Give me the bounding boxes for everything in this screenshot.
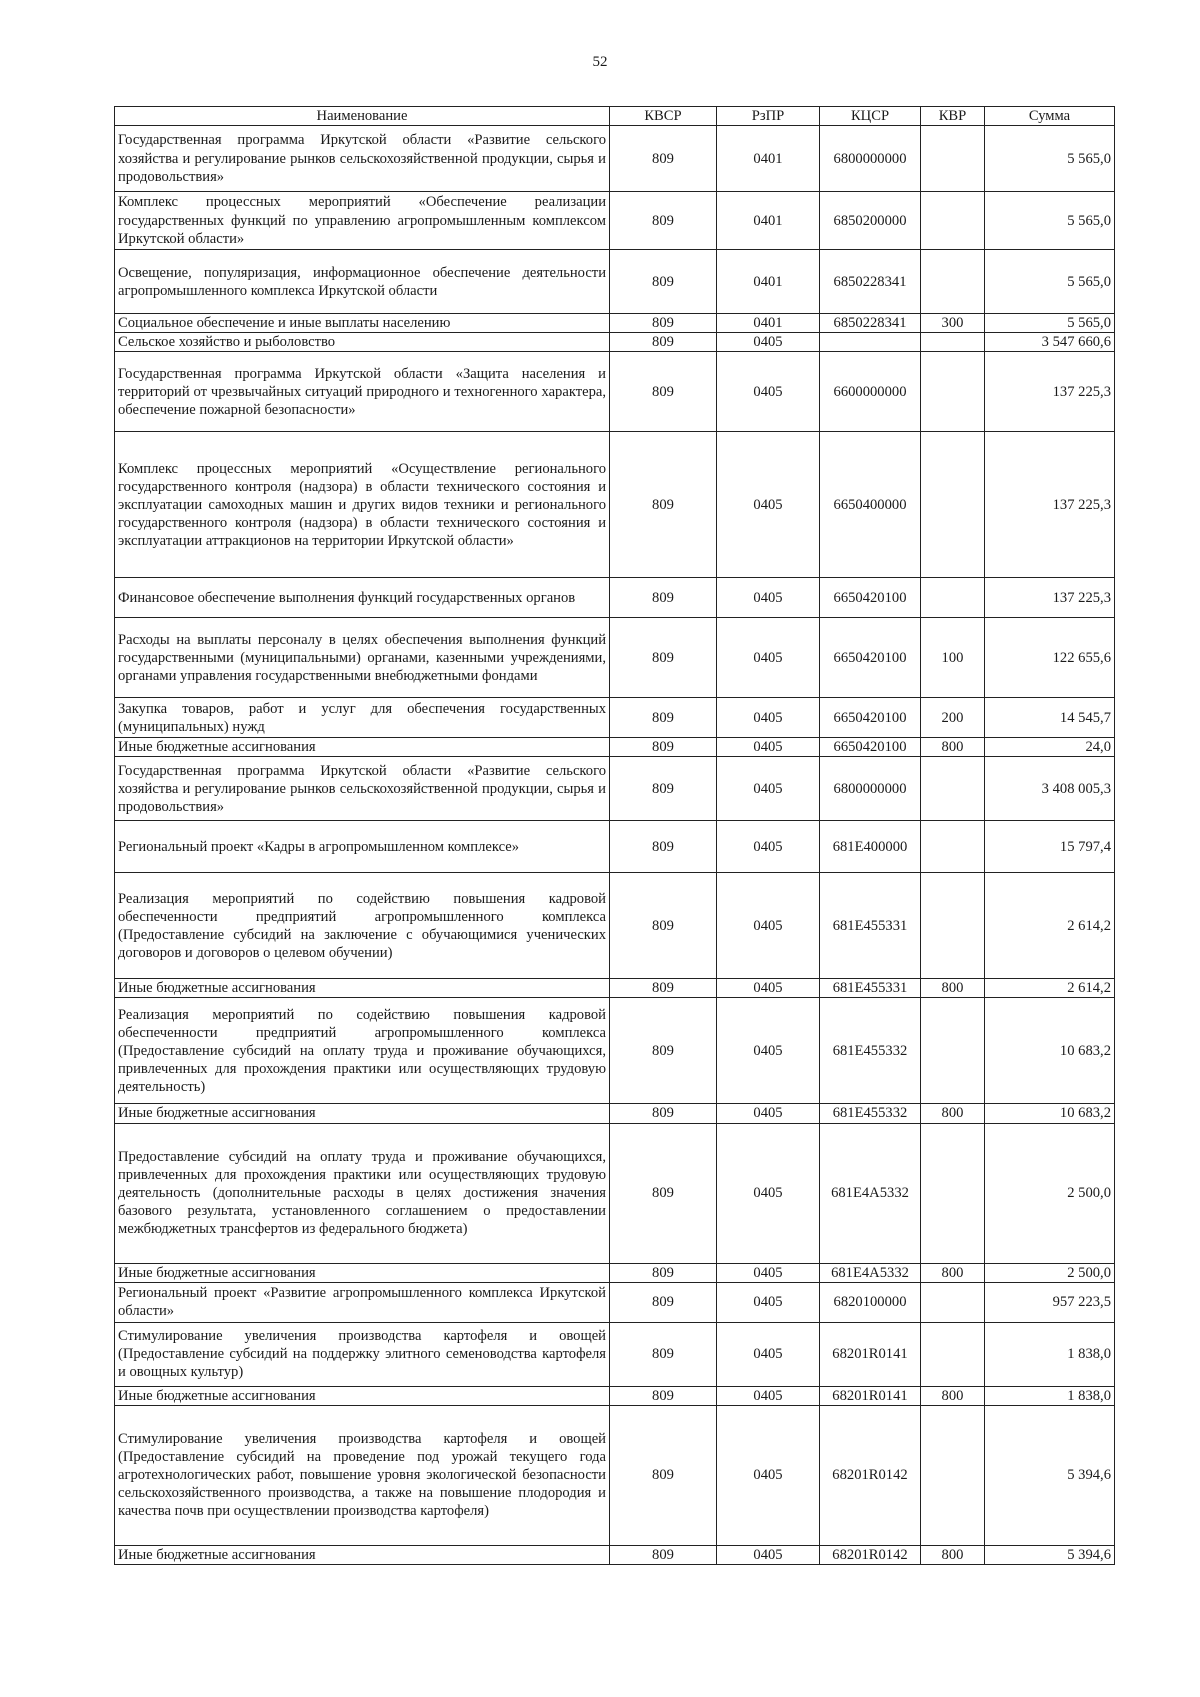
- cell-name: Реализация мероприятий по содействию повышения кадровой обеспеченности предприятий агропромышленного комплекса (Предоставление субсидий на заключение с обучающимися ученических договоров и договоров о целевом обучении): [115, 873, 610, 979]
- cell-kvsr: 809: [610, 333, 717, 352]
- cell-sum: 3 547 660,6: [985, 333, 1115, 352]
- cell-sum: 1 838,0: [985, 1322, 1115, 1386]
- cell-kcsr: 6650420100: [820, 618, 921, 698]
- cell-kvsr: 809: [610, 698, 717, 738]
- table-row: [115, 738, 1115, 757]
- cell-kvr: 300: [921, 314, 985, 333]
- cell-rzpr: 0405: [717, 432, 820, 578]
- table-row: [115, 314, 1115, 333]
- cell-kcsr: 68201R0141: [820, 1322, 921, 1386]
- cell-sum: 137 225,3: [985, 352, 1115, 432]
- table-row: [115, 821, 1115, 873]
- cell-kvsr: 809: [610, 1282, 717, 1322]
- cell-sum: 3 408 005,3: [985, 757, 1115, 821]
- table-row: [115, 578, 1115, 618]
- table-row: [115, 1282, 1115, 1322]
- cell-kcsr: 68201R0141: [820, 1386, 921, 1405]
- cell-name: Стимулирование увеличения производства картофеля и овощей (Предоставление субсидий на поддержку элитного семеноводства картофеля и овощных культур): [115, 1322, 610, 1386]
- cell-sum: 2 614,2: [985, 979, 1115, 998]
- cell-name: Государственная программа Иркутской области «Защита населения и территорий от чрезвычайных ситуаций природного и техногенного характера, обеспечение пожарной безопасности»: [115, 352, 610, 432]
- cell-rzpr: 0405: [717, 1405, 820, 1545]
- table-row: [115, 1386, 1115, 1405]
- cell-name: Государственная программа Иркутской области «Развитие сельского хозяйства и регулирование рынков сельскохозяйственной продукции, сырья и продовольствия»: [115, 757, 610, 821]
- cell-kvr: [921, 126, 985, 192]
- cell-kcsr: 6650420100: [820, 738, 921, 757]
- cell-kcsr: 681Е455332: [820, 998, 921, 1104]
- cell-kvr: 800: [921, 1545, 985, 1564]
- cell-rzpr: 0405: [717, 738, 820, 757]
- cell-kvr: [921, 192, 985, 250]
- cell-rzpr: 0405: [717, 998, 820, 1104]
- cell-name: Реализация мероприятий по содействию повышения кадровой обеспеченности предприятий агропромышленного комплекса (Предоставление субсидий на оплату труда и проживание обучающихся, привлеченных для прохождения практики или осуществляющих трудовую деятельность): [115, 998, 610, 1104]
- cell-kvr: [921, 578, 985, 618]
- table-row: [115, 192, 1115, 250]
- table-row: [115, 352, 1115, 432]
- cell-rzpr: 0405: [717, 1545, 820, 1564]
- cell-name: Иные бюджетные ассигнования: [115, 738, 610, 757]
- table-row: [115, 126, 1115, 192]
- cell-kcsr: 6800000000: [820, 757, 921, 821]
- cell-rzpr: 0405: [717, 979, 820, 998]
- cell-sum: 14 545,7: [985, 698, 1115, 738]
- cell-rzpr: 0401: [717, 314, 820, 333]
- cell-kvsr: 809: [610, 1263, 717, 1282]
- cell-name: Комплекс процессных мероприятий «Осуществление регионального государственного контроля (надзора) в области технического состояния и эксплуатации самоходных машин и других видов техники и регионального государственного контроля (надзора) в области технического состояния и эксплуатации аттракционов на территории Иркутской области»: [115, 432, 610, 578]
- table-row: [115, 698, 1115, 738]
- cell-rzpr: 0405: [717, 333, 820, 352]
- cell-sum: 5 565,0: [985, 250, 1115, 314]
- cell-rzpr: 0401: [717, 250, 820, 314]
- cell-kvr: 200: [921, 698, 985, 738]
- cell-sum: 2 500,0: [985, 1123, 1115, 1263]
- cell-sum: 2 500,0: [985, 1263, 1115, 1282]
- table-row: [115, 979, 1115, 998]
- cell-kvsr: 809: [610, 1545, 717, 1564]
- cell-rzpr: 0405: [717, 1322, 820, 1386]
- cell-kvsr: 809: [610, 998, 717, 1104]
- cell-kvr: [921, 821, 985, 873]
- cell-name: Финансовое обеспечение выполнения функций государственных органов: [115, 578, 610, 618]
- cell-kvsr: 809: [610, 1405, 717, 1545]
- cell-rzpr: 0405: [717, 352, 820, 432]
- cell-name: Предоставление субсидий на оплату труда и проживание обучающихся, привлеченных для прохождения практики или осуществляющих трудовую деятельность (дополнительные расходы в целях достижения значения базового результата, установленного соглашением о предоставлении межбюджетных трансфертов из федерального бюджета): [115, 1123, 610, 1263]
- cell-name: Иные бюджетные ассигнования: [115, 979, 610, 998]
- cell-rzpr: 0405: [717, 1123, 820, 1263]
- cell-kcsr: 681Е455332: [820, 1104, 921, 1123]
- cell-kvr: [921, 1282, 985, 1322]
- cell-sum: 137 225,3: [985, 578, 1115, 618]
- cell-sum: 10 683,2: [985, 1104, 1115, 1123]
- table-row: [115, 1263, 1115, 1282]
- cell-kvr: 800: [921, 1104, 985, 1123]
- cell-kvsr: 809: [610, 979, 717, 998]
- cell-kcsr: 68201R0142: [820, 1405, 921, 1545]
- cell-name: Государственная программа Иркутской области «Развитие сельского хозяйства и регулирование рынков сельскохозяйственной продукции, сырья и продовольствия»: [115, 126, 610, 192]
- header-sum: Сумма: [985, 107, 1115, 126]
- cell-kcsr: 6820100000: [820, 1282, 921, 1322]
- table-row: [115, 873, 1115, 979]
- cell-kvr: 800: [921, 1386, 985, 1405]
- cell-kcsr: 6650420100: [820, 578, 921, 618]
- cell-kvr: 800: [921, 979, 985, 998]
- table-row: [115, 1123, 1115, 1263]
- cell-kvsr: 809: [610, 1386, 717, 1405]
- cell-name: Иные бюджетные ассигнования: [115, 1545, 610, 1564]
- cell-rzpr: 0405: [717, 1104, 820, 1123]
- cell-sum: 5 565,0: [985, 314, 1115, 333]
- cell-kvsr: 809: [610, 738, 717, 757]
- cell-kcsr: 681Е4А5332: [820, 1263, 921, 1282]
- table-row: [115, 1322, 1115, 1386]
- table-header-row: [115, 107, 1115, 126]
- cell-kvsr: 809: [610, 873, 717, 979]
- cell-name: Сельское хозяйство и рыболовство: [115, 333, 610, 352]
- table-row: [115, 998, 1115, 1104]
- cell-name: Закупка товаров, работ и услуг для обеспечения государственных (муниципальных) нужд: [115, 698, 610, 738]
- table-row: [115, 1405, 1115, 1545]
- table-row: [115, 250, 1115, 314]
- cell-rzpr: 0405: [717, 821, 820, 873]
- cell-name: Комплекс процессных мероприятий «Обеспечение реализации государственных функций по управлению агропромышленным комплексом Иркутской области»: [115, 192, 610, 250]
- cell-sum: 2 614,2: [985, 873, 1115, 979]
- cell-kcsr: 68201R0142: [820, 1545, 921, 1564]
- cell-kcsr: 681Е4А5332: [820, 1123, 921, 1263]
- cell-rzpr: 0405: [717, 873, 820, 979]
- cell-kvr: 100: [921, 618, 985, 698]
- cell-rzpr: 0405: [717, 1282, 820, 1322]
- cell-kvr: [921, 333, 985, 352]
- table-row: [115, 1545, 1115, 1564]
- cell-rzpr: 0405: [717, 757, 820, 821]
- cell-kvsr: 809: [610, 1123, 717, 1263]
- cell-kcsr: 681Е455331: [820, 873, 921, 979]
- cell-kvr: [921, 998, 985, 1104]
- cell-rzpr: 0401: [717, 192, 820, 250]
- cell-kcsr: 681Е400000: [820, 821, 921, 873]
- cell-kcsr: 6800000000: [820, 126, 921, 192]
- cell-kcsr: 6650420100: [820, 698, 921, 738]
- cell-kvsr: 809: [610, 578, 717, 618]
- cell-kcsr: [820, 333, 921, 352]
- cell-kvr: 800: [921, 1263, 985, 1282]
- cell-kcsr: 6850200000: [820, 192, 921, 250]
- table-row: [115, 432, 1115, 578]
- cell-kvsr: 809: [610, 821, 717, 873]
- cell-sum: 5 394,6: [985, 1545, 1115, 1564]
- cell-kvr: [921, 873, 985, 979]
- cell-kvr: [921, 250, 985, 314]
- cell-sum: 5 565,0: [985, 126, 1115, 192]
- header-kvsr: КВСР: [610, 107, 717, 126]
- cell-rzpr: 0405: [717, 1386, 820, 1405]
- cell-kvr: [921, 1123, 985, 1263]
- cell-name: Социальное обеспечение и иные выплаты населению: [115, 314, 610, 333]
- cell-rzpr: 0405: [717, 618, 820, 698]
- cell-kvr: [921, 757, 985, 821]
- cell-kvr: [921, 432, 985, 578]
- cell-rzpr: 0401: [717, 126, 820, 192]
- cell-name: Региональный проект «Кадры в агропромышленном комплексе»: [115, 821, 610, 873]
- cell-kcsr: 6850228341: [820, 314, 921, 333]
- cell-kvsr: 809: [610, 250, 717, 314]
- header-rzpr: РзПР: [717, 107, 820, 126]
- cell-kcsr: 681Е455331: [820, 979, 921, 998]
- cell-rzpr: 0405: [717, 698, 820, 738]
- cell-kvsr: 809: [610, 126, 717, 192]
- cell-sum: 5 394,6: [985, 1405, 1115, 1545]
- cell-sum: 122 655,6: [985, 618, 1115, 698]
- cell-rzpr: 0405: [717, 578, 820, 618]
- cell-name: Освещение, популяризация, информационное обеспечение деятельности агропромышленного комплекса Иркутской области: [115, 250, 610, 314]
- cell-kvsr: 809: [610, 432, 717, 578]
- cell-kcsr: 6650400000: [820, 432, 921, 578]
- cell-kcsr: 6600000000: [820, 352, 921, 432]
- cell-sum: 137 225,3: [985, 432, 1115, 578]
- cell-kcsr: 6850228341: [820, 250, 921, 314]
- cell-sum: 10 683,2: [985, 998, 1115, 1104]
- table-row: [115, 757, 1115, 821]
- page-number: 52: [592, 54, 608, 70]
- cell-kvr: 800: [921, 738, 985, 757]
- cell-name: Расходы на выплаты персоналу в целях обеспечения выполнения функций государственными (муниципальными) органами, казенными учреждениями, органами управления государственными внебюджетными фондами: [115, 618, 610, 698]
- table-row: [115, 333, 1115, 352]
- cell-kvsr: 809: [610, 352, 717, 432]
- cell-sum: 5 565,0: [985, 192, 1115, 250]
- cell-kvsr: 809: [610, 1104, 717, 1123]
- cell-sum: 15 797,4: [985, 821, 1115, 873]
- table-row: [115, 1104, 1115, 1123]
- cell-name: Стимулирование увеличения производства картофеля и овощей (Предоставление субсидий на проведение под урожай текущего года агротехнологических работ, повышение уровня экологической безопасности сельскохозяйственного производства, а также на повышение плодородия и качества почв при осуществлении производства картофеля): [115, 1405, 610, 1545]
- budget-table: [114, 106, 1115, 1565]
- cell-name: Иные бюджетные ассигнования: [115, 1263, 610, 1282]
- cell-name: Иные бюджетные ассигнования: [115, 1386, 610, 1405]
- cell-name: Региональный проект «Развитие агропромышленного комплекса Иркутской области»: [115, 1282, 610, 1322]
- header-name: Наименование: [115, 107, 610, 126]
- cell-rzpr: 0405: [717, 1263, 820, 1282]
- cell-kvr: [921, 352, 985, 432]
- cell-sum: 957 223,5: [985, 1282, 1115, 1322]
- cell-sum: 1 838,0: [985, 1386, 1115, 1405]
- cell-kvsr: 809: [610, 1322, 717, 1386]
- cell-sum: 24,0: [985, 738, 1115, 757]
- cell-kvsr: 809: [610, 757, 717, 821]
- table-row: [115, 618, 1115, 698]
- header-kcsr: КЦСР: [820, 107, 921, 126]
- cell-kvr: [921, 1405, 985, 1545]
- header-kvr: КВР: [921, 107, 985, 126]
- table-body: [115, 126, 1115, 1565]
- cell-kvsr: 809: [610, 618, 717, 698]
- cell-kvsr: 809: [610, 314, 717, 333]
- cell-kvsr: 809: [610, 192, 717, 250]
- cell-name: Иные бюджетные ассигнования: [115, 1104, 610, 1123]
- cell-kvr: [921, 1322, 985, 1386]
